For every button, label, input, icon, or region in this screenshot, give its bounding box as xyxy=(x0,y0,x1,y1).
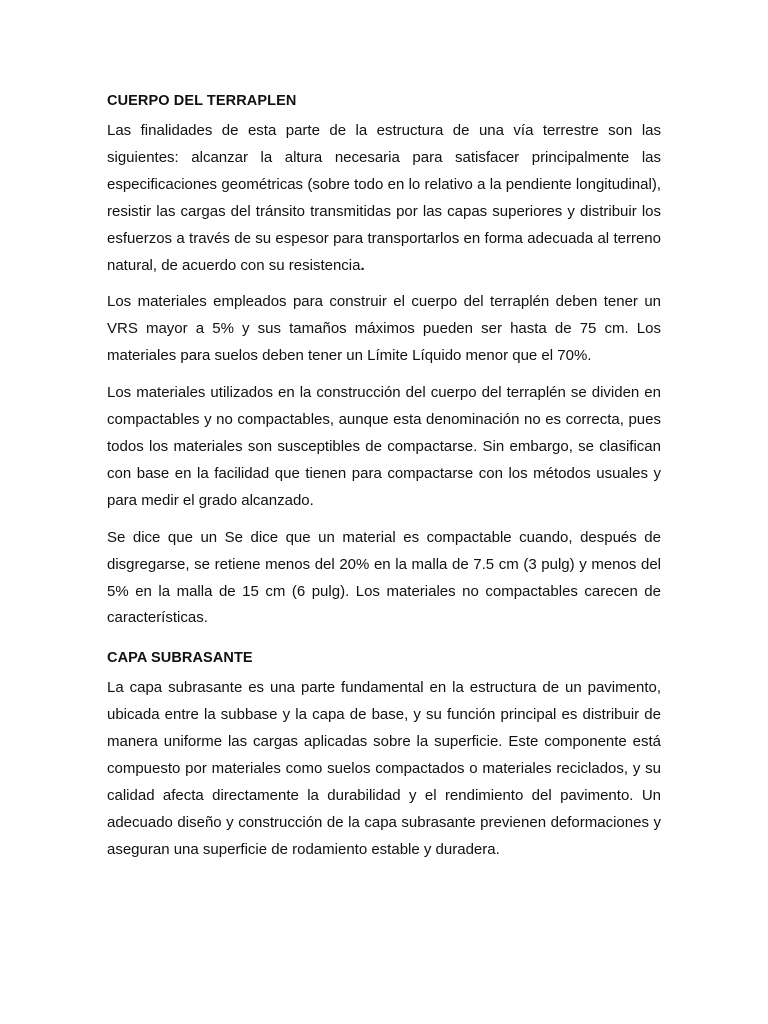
paragraph-text: Las finalidades de esta parte de la estructura de una vía terrestre son las siguientes: alcanzar la altura necesaria para satisfacer principalmente las especificaciones geométricas (sobre todo en lo relativo a la pendiente longitudinal), resistir las cargas del tránsito transmitidas por las capas superiores y distribuir los esfuerzos a través de su espesor para transportarlos en forma adecuada al terreno natural, de acuerdo con su resistencia xyxy=(107,122,661,274)
section-heading-subrasante: CAPA SUBRASANTE xyxy=(107,650,253,667)
paragraph-end-mark: . xyxy=(360,256,365,274)
section-heading-terraplen: CUERPO DEL TERRAPLEN xyxy=(107,93,297,109)
paragraph: Los materiales utilizados en la construcción del cuerpo del terraplén se dividen en compactables y no compactables, aunque esta denominación no es correcta, pues todos los materiales son susceptibles de compactarse. Sin embargo, se clasifican con base en la facilidad que tienen para compactarse con los métodos usuales y para medir el grado alcanzado. xyxy=(107,384,661,509)
paragraph: Los materiales empleados para construir el cuerpo del terraplén deben tener un VRS mayor a 5% y sus tamaños máximos pueden ser hasta de 75 cm. Los materiales para suelos deben tener un Límite Líquido menor que el 70%. xyxy=(107,293,661,365)
paragraph: Se dice que un Se dice que un material es compactable cuando, después de disgregarse, se retiene menos del 20% en la malla de 7.5 cm (3 pulg) y menos del 5% en la malla de 15 cm (6 pulg). Los materiales no compactables carecen de características. xyxy=(107,528,661,627)
paragraph: La capa subrasante es una parte fundamental en la estructura de un pavimento, ubicada entre la subbase y la capa de base, y su función principal es distribuir de manera uniforme las cargas aplicadas sobre la superficie. Este componente está compuesto por materiales como suelos compactados o materiales reciclados, y su calidad afecta directamente la durabilidad y el rendimiento del pavimento. Un adecuado diseño y construcción de la capa subrasante previenen deformaciones y aseguran una superficie de rodamiento estable y duradera. xyxy=(107,679,661,858)
document-page xyxy=(107,82,661,874)
paragraph xyxy=(107,118,661,279)
